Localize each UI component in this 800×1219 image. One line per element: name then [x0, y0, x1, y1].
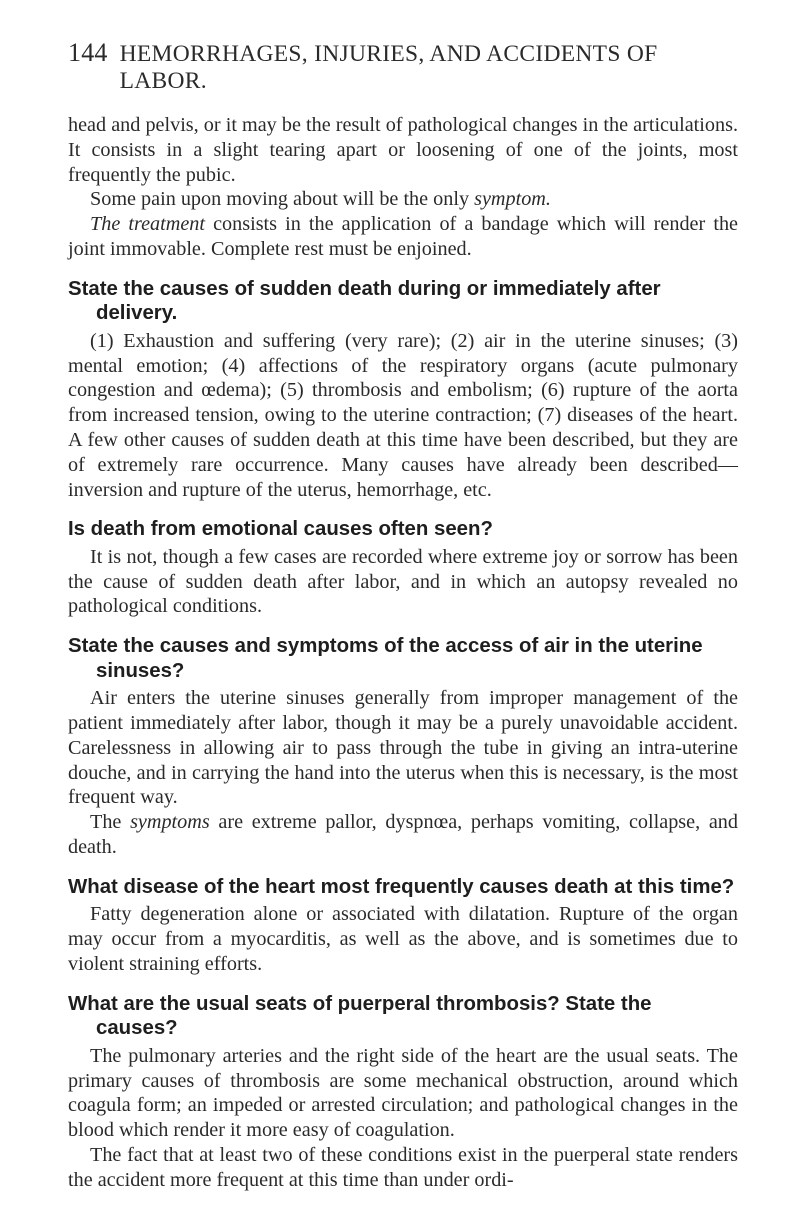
intro-paragraph: head and pelvis, or it may be the result of pathological changes in the articulations. It consists in a slight tearing apart or loosening of one of the joints, most frequently the pubic.	[68, 114, 738, 186]
page-number: 144	[68, 38, 108, 67]
question-heart-disease: What disease of the heart most frequently causes death at this time?	[68, 875, 735, 898]
treatment-paragraph	[68, 212, 738, 262]
answer-heart-disease: Fatty degeneration alone or associated with dilatation. Rupture of the organ may occur from a myocarditis, as well as the above, and is sometimes due to violent straining efforts.	[68, 903, 738, 975]
symptom-emphasis: symptom.	[474, 188, 551, 211]
question-air-in-sinuses: State the causes and symptoms of the access of air in the uterine sinuses?	[68, 635, 703, 682]
treatment-emphasis: The treatment	[90, 213, 205, 236]
answer-thrombosis-continued: The fact that at least two of these conditions exist in the puerperal state renders the accident more frequent at this time than under ordi-	[68, 1143, 738, 1191]
answer-sudden-death: (1) Exhaustion and suffering (very rare); (2) air in the uterine sinuses; (3) mental emotion; (4) affections of the respiratory organs (acute pulmonary congestion and œdema); (5) thrombosis and embolism; (6) rupture of the aorta from increased tension, owing to the uterine contraction; (7) diseases of the heart. A few other causes of sudden death at this time have been described, but they are of extremely rare occurrence. Many causes have already been described—inversion and rupture of the uterus, hemorrhage, etc.	[68, 329, 738, 501]
air-symptoms-text-b: are extreme pallor, dyspnœa, perhaps vomiting, collapse, and death.	[68, 811, 738, 859]
air-symptoms-text-a: The	[90, 811, 131, 834]
question-emotional-causes: Is death from emotional causes often seen?	[68, 518, 493, 541]
answer-thrombosis: The pulmonary arteries and the right side of the heart are the usual seats. The primary causes of thrombosis are some mechanical obstruction, around which coagula form; an impeded or arrested circulation; and pathological changes in the blood which render it more easy of coagulation.	[68, 1044, 738, 1142]
question-thrombosis: What are the usual seats of puerperal thrombosis? State the causes?	[68, 992, 652, 1040]
answer-air-symptoms	[68, 810, 738, 860]
answer-air-in-sinuses: Air enters the uterine sinuses generally from improper management of the patient immediately after labor, though it may be a purely unavoidable accident. Carelessness in allowing air to pass through the tube in giving an intra-uterine douche, and in carrying the hand into the uterus when this is necessary, is the most frequent way.	[68, 687, 738, 809]
chapter-title: HEMORRHAGES, INJURIES, AND ACCIDENTS OF LABOR.	[119, 41, 658, 94]
running-head	[68, 38, 738, 95]
symptom-text: Some pain upon moving about will be the only	[90, 188, 475, 211]
treatment-text: consists in the application of a bandage which will render the joint immovable. Complete rest must be enjoined.	[68, 213, 738, 260]
question-sudden-death: State the causes of sudden death during or immediately after delivery.	[68, 277, 661, 325]
answer-emotional-causes: It is not, though a few cases are recorded where extreme joy or sorrow has been the cause of sudden death after labor, and in which an autopsy revealed no pathological conditions.	[68, 545, 738, 618]
air-symptoms-emphasis: symptoms	[130, 811, 210, 834]
symptom-paragraph	[68, 187, 738, 212]
